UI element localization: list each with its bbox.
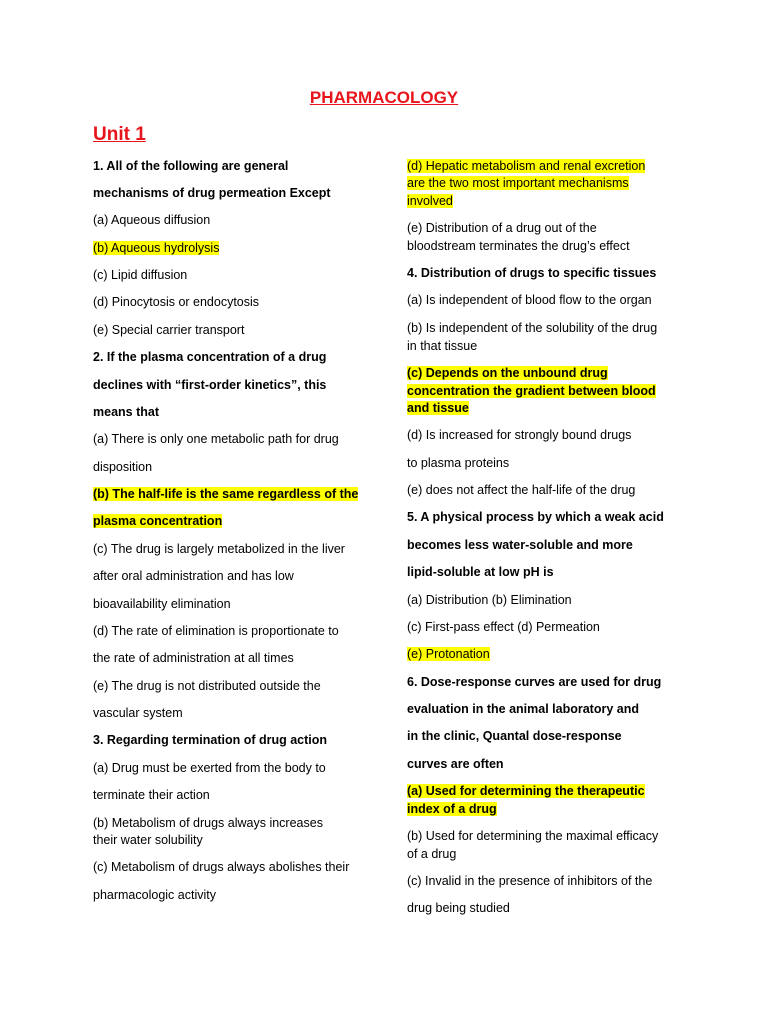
q4-option-b-line-1: (b) Is independent of the solubility of the drug (407, 321, 658, 335)
highlight: involved (407, 194, 453, 208)
q4-option-c-answer-line-3 (407, 400, 469, 417)
q2-option-c-line-3: bioavailability elimination (93, 597, 231, 611)
q1-option-a: (a) Aqueous diffusion (93, 213, 211, 227)
q2-option-b-answer-line-1 (93, 486, 358, 503)
q3-option-c-line-1: (c) Metabolism of drugs always abolishes their (93, 860, 350, 874)
q4-option-c-answer-line-2 (407, 383, 656, 400)
q3-option-a-line-1: (a) Drug must be exerted from the body to (93, 761, 326, 775)
q5-options-a-b: (a) Distribution (b) Elimination (407, 593, 572, 607)
question-2-line-3: means that (93, 405, 159, 419)
highlight: (b) The half-life is the same regardless of the (93, 487, 359, 501)
highlight: (b) Aqueous hydrolysis (93, 241, 220, 255)
q5-option-e-answer (407, 646, 490, 663)
question-1-line-2: mechanisms of drug permeation Except (93, 186, 331, 200)
highlight: plasma concentration (93, 514, 223, 528)
q2-option-e-line-2: vascular system (93, 706, 183, 720)
q6-option-a-answer-line-2 (407, 801, 497, 818)
q6-option-b-line-1: (b) Used for determining the maximal efficacy (407, 829, 659, 843)
q4-option-d-line-2: to plasma proteins (407, 456, 510, 470)
unit-heading: Unit 1 (93, 124, 146, 145)
question-5-line-3: lipid-soluble at low pH is (407, 565, 554, 579)
question-6-line-2: evaluation in the animal laboratory and (407, 702, 639, 716)
highlight: (a) Used for determining the therapeutic (407, 784, 645, 798)
q4-option-c-answer-line-1 (407, 365, 608, 382)
highlight: (d) Hepatic metabolism and renal excretion (407, 159, 646, 173)
q3-option-c-line-2: pharmacologic activity (93, 888, 216, 902)
q2-option-d-line-1: (d) The rate of elimination is proportionate to (93, 624, 339, 638)
q3-option-d-answer-line-3 (407, 193, 453, 210)
highlight: index of a drug (407, 802, 497, 816)
q1-option-e: (e) Special carrier transport (93, 323, 245, 337)
q3-option-b-line-2: their water solubility (93, 833, 203, 847)
q2-option-a-line-2: disposition (93, 460, 153, 474)
question-5-line-2: becomes less water-soluble and more (407, 538, 633, 552)
q1-option-b-answer (93, 240, 219, 257)
q4-option-e: (e) does not affect the half-life of the drug (407, 483, 636, 497)
question-1-line-1: 1. All of the following are general (93, 159, 289, 173)
question-4: 4. Distribution of drugs to specific tissues (407, 266, 657, 280)
q2-option-c-line-2: after oral administration and has low (93, 569, 294, 583)
question-2-line-1: 2. If the plasma concentration of a drug (93, 350, 327, 364)
q3-option-e-line-2: bloodstream terminates the drug’s effect (407, 239, 630, 253)
q2-option-a-line-1: (a) There is only one metabolic path for drug (93, 432, 339, 446)
highlight: concentration the gradient between blood (407, 384, 656, 398)
question-6-line-3: in the clinic, Quantal dose-response (407, 729, 622, 743)
q2-option-c-line-1: (c) The drug is largely metabolized in the liver (93, 542, 345, 556)
highlight: are the two most important mechanisms (407, 176, 629, 190)
q3-option-e-line-1: (e) Distribution of a drug out of the (407, 221, 597, 235)
q4-option-d-line-1: (d) Is increased for strongly bound drugs (407, 428, 632, 442)
q3-option-a-line-2: terminate their action (93, 788, 210, 802)
highlight: (e) Protonation (407, 647, 490, 661)
question-5-line-1: 5. A physical process by which a weak acid (407, 510, 664, 524)
q6-option-c-line-2: drug being studied (407, 901, 510, 915)
q2-option-b-answer-line-2 (93, 513, 222, 530)
q5-options-c-d: (c) First-pass effect (d) Permeation (407, 620, 600, 634)
q3-option-b-line-1: (b) Metabolism of drugs always increases (93, 816, 323, 830)
question-3: 3. Regarding termination of drug action (93, 733, 328, 747)
q3-option-d-answer-line-2 (407, 175, 629, 192)
page-title: PHARMACOLOGY (309, 88, 459, 107)
question-6-line-4: curves are often (407, 757, 504, 771)
question-6-line-1: 6. Dose-response curves are used for drug (407, 675, 662, 689)
q4-option-b-line-2: in that tissue (407, 339, 478, 353)
highlight: and tissue (407, 401, 469, 415)
q6-option-b-line-2: of a drug (407, 847, 457, 861)
q1-option-d: (d) Pinocytosis or endocytosis (93, 295, 260, 309)
highlight: (c) Depends on the unbound drug (407, 366, 608, 380)
q1-option-c: (c) Lipid diffusion (93, 268, 188, 282)
q3-option-d-answer-line-1 (407, 158, 645, 175)
q2-option-e-line-1: (e) The drug is not distributed outside the (93, 679, 321, 693)
q2-option-d-line-2: the rate of administration at all times (93, 651, 294, 665)
question-2-line-2: declines with “first-order kinetics”, this (93, 378, 327, 392)
q4-option-a: (a) Is independent of blood flow to the organ (407, 293, 652, 307)
q6-option-a-answer-line-1 (407, 783, 645, 800)
q6-option-c-line-1: (c) Invalid in the presence of inhibitors of the (407, 874, 653, 888)
